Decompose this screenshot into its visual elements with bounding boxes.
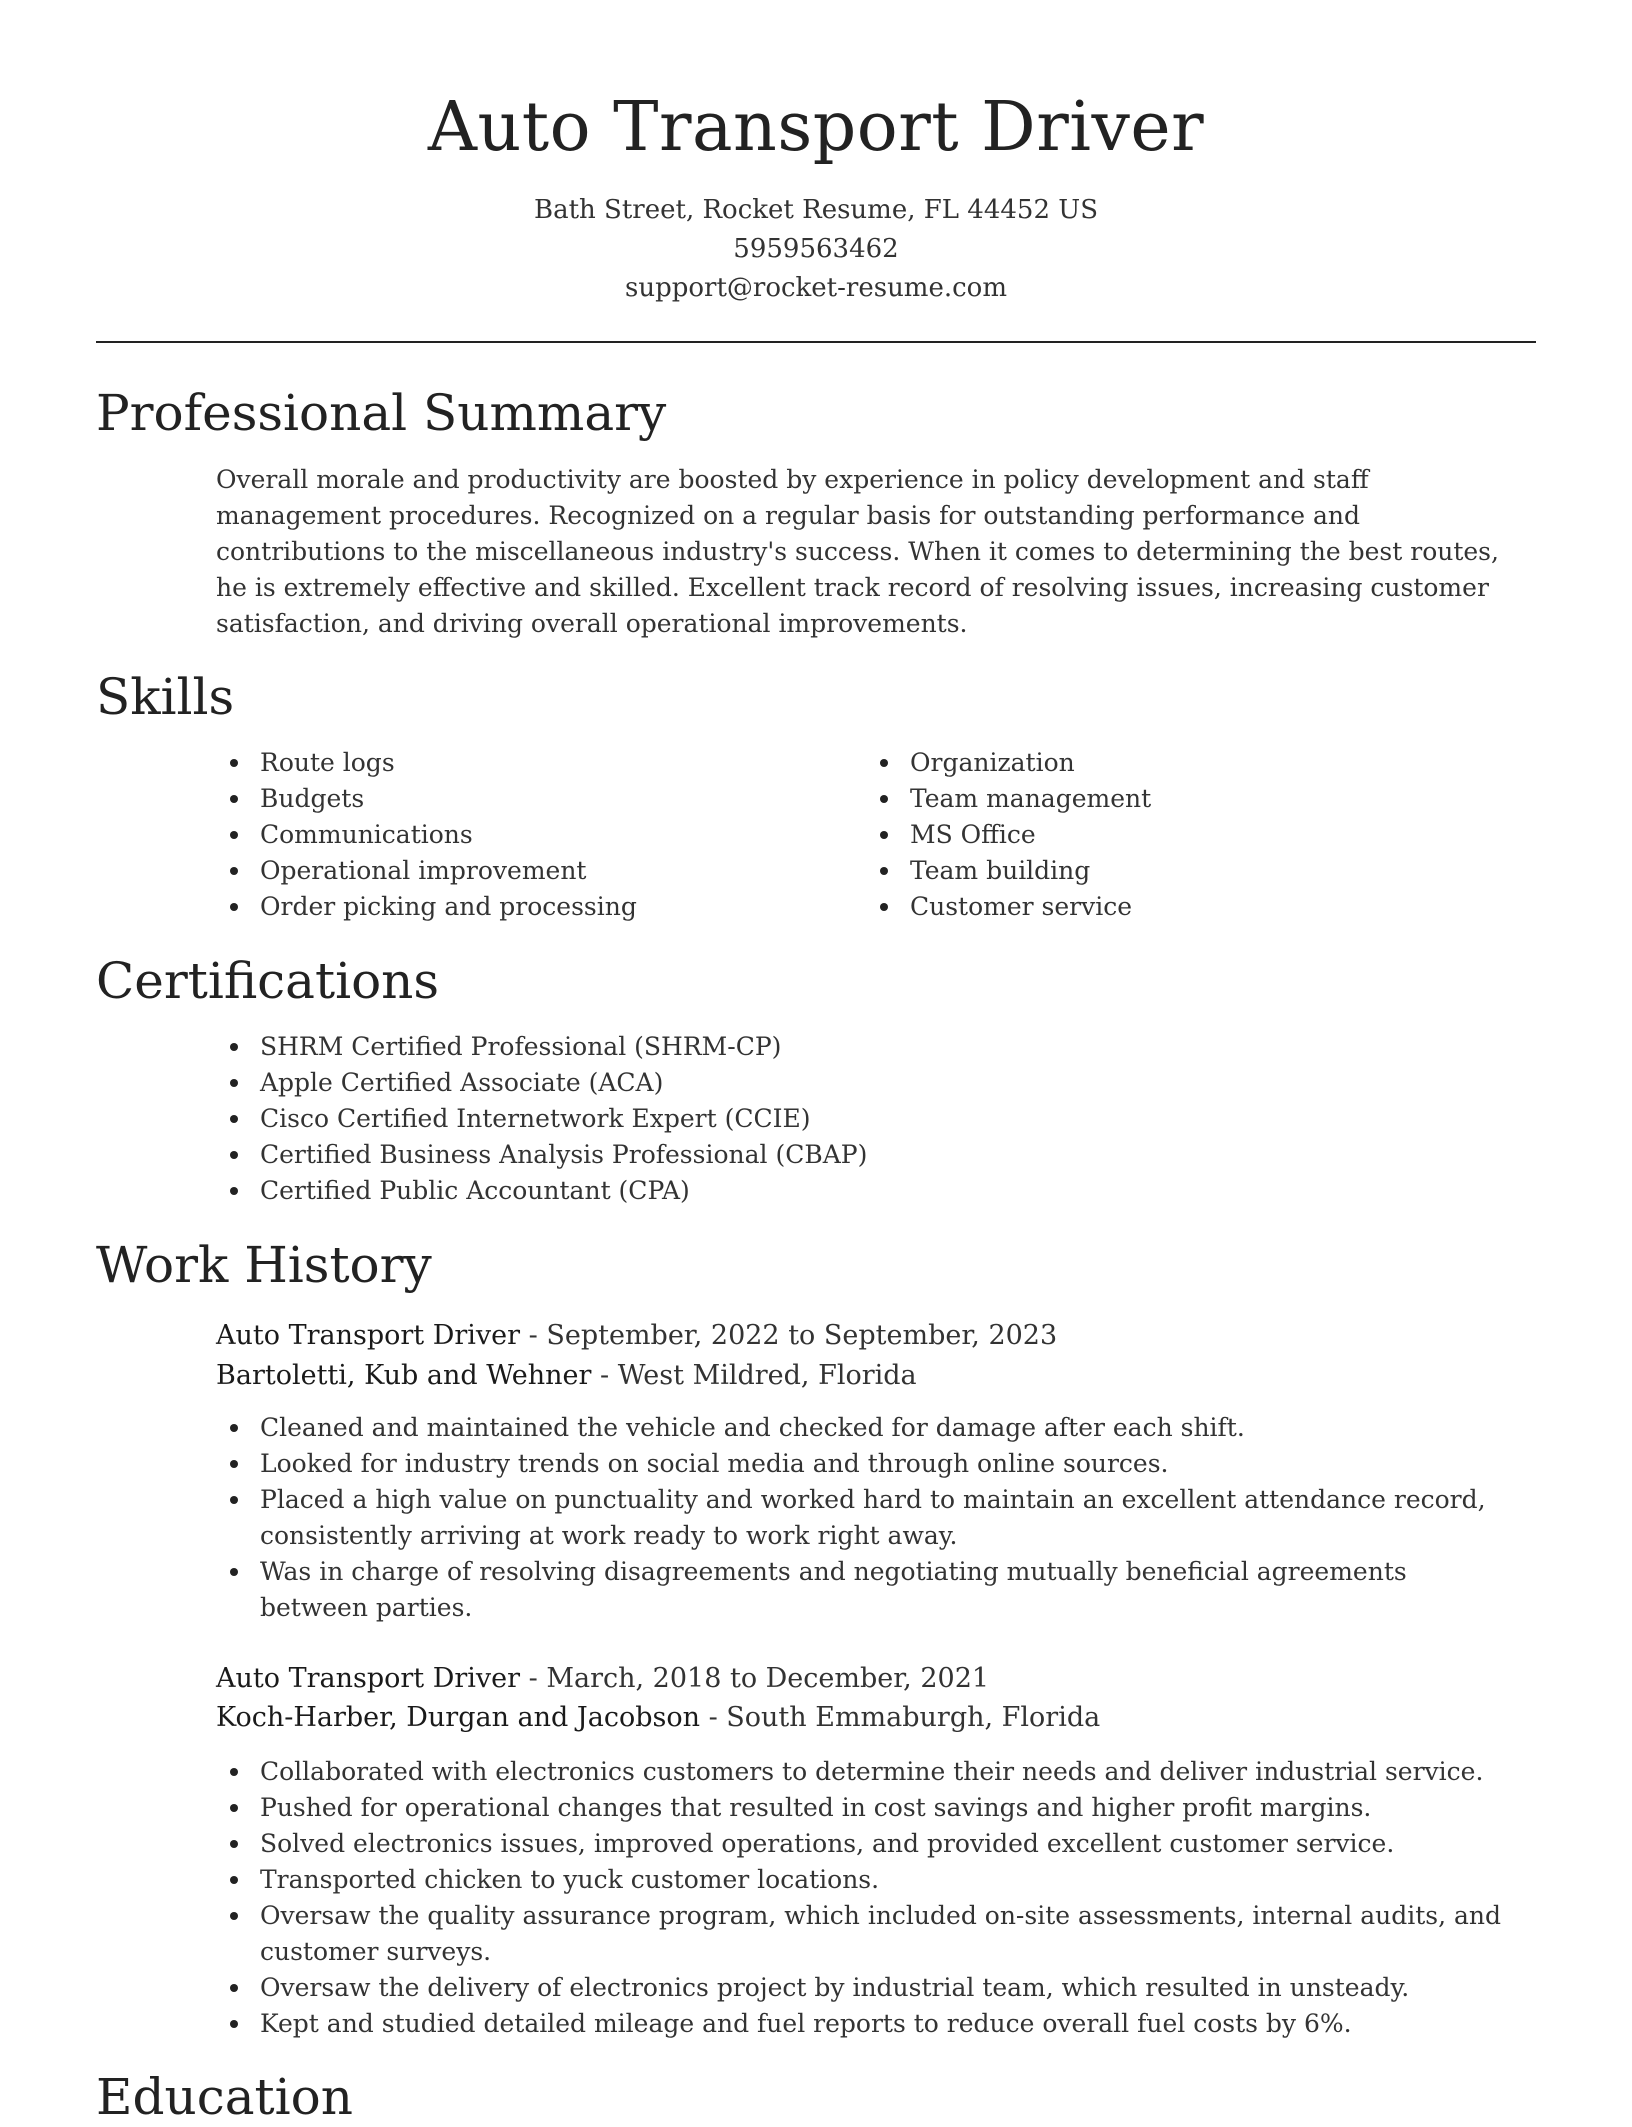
- job-bullet: Collaborated with electronics customers to determine their needs and deliver industrial service.: [216, 1754, 1536, 1790]
- skill-item: MS Office: [866, 817, 1486, 853]
- summary-text: Overall morale and productivity are boosted by experience in policy development and staff management procedures. Recognized on a regular basis for outstanding performance and contributions to the miscellaneous industry's success. When it comes to determining the best routes, he is extremely effective and skilled. Excellent track record of resolving issues, increasing customer satisfaction, and driving overall operational improvements.: [216, 465, 1499, 638]
- skill-item: Communications: [216, 817, 836, 853]
- job-separator: -: [520, 1663, 547, 1694]
- job-separator: -: [591, 1360, 618, 1391]
- section-title-education: Education: [96, 2068, 353, 2126]
- certifications-list: [216, 1029, 1536, 1209]
- job-title-line: [216, 1659, 989, 1698]
- job-bullet: Kept and studied detailed mileage and fuel reports to reduce overall fuel costs by 6%.: [216, 2006, 1536, 2042]
- certification-item: Certified Public Accountant (CPA): [216, 1173, 1536, 1209]
- job-dates: September, 2022 to September, 2023: [546, 1320, 1058, 1351]
- job-role: Auto Transport Driver: [216, 1320, 521, 1351]
- job-location: South Emmaburgh, Florida: [726, 1702, 1101, 1733]
- job-separator: -: [520, 1320, 547, 1351]
- section-title-work-history: Work History: [96, 1236, 432, 1294]
- skill-item: Operational improvement: [216, 853, 836, 889]
- job-company: Koch-Harber, Durgan and Jacobson: [216, 1702, 700, 1733]
- job-bullet: Cleaned and maintained the vehicle and checked for damage after each shift.: [216, 1410, 1516, 1446]
- contact-block: [0, 191, 1632, 308]
- job-bullets: [216, 1410, 1516, 1626]
- skill-item: Order picking and processing: [216, 889, 836, 925]
- skill-item: Team management: [866, 781, 1486, 817]
- job-bullet: Placed a high value on punctuality and worked hard to maintain an excellent attendance record, consistently arriving at work ready to work right away.: [216, 1482, 1516, 1554]
- header-divider: [96, 341, 1536, 343]
- contact-phone: 5959563462: [733, 234, 899, 264]
- job-company-line: [216, 1698, 1100, 1737]
- certification-item: Cisco Certified Internetwork Expert (CCIE): [216, 1101, 1536, 1137]
- job-bullet: Was in charge of resolving disagreements and negotiating mutually beneficial agreements between parties.: [216, 1554, 1516, 1626]
- job-location: West Mildred, Florida: [617, 1360, 917, 1391]
- skills-list-left: [216, 745, 836, 925]
- skill-item: Route logs: [216, 745, 836, 781]
- resume-name: Auto Transport Driver: [427, 88, 1205, 167]
- job-bullet: Oversaw the delivery of electronics project by industrial team, which resulted in unsteady.: [216, 1970, 1536, 2006]
- skill-item: Customer service: [866, 889, 1486, 925]
- certification-item: Apple Certified Associate (ACA): [216, 1065, 1536, 1101]
- job-dates: March, 2018 to December, 2021: [546, 1663, 990, 1694]
- contact-email: support@rocket-resume.com: [624, 273, 1007, 303]
- job-bullet: Oversaw the quality assurance program, which included on-site assessments, internal audits, and customer surveys.: [216, 1898, 1536, 1970]
- certification-item: Certified Business Analysis Professional (CBAP): [216, 1137, 1536, 1173]
- job-bullet: Solved electronics issues, improved operations, and provided excellent customer service.: [216, 1826, 1536, 1862]
- job-bullets: [216, 1754, 1536, 2042]
- job-company: Bartoletti, Kub and Wehner: [216, 1360, 592, 1391]
- section-title-summary: Professional Summary: [96, 384, 667, 442]
- job-separator: -: [699, 1702, 727, 1733]
- job-bullet: Pushed for operational changes that resulted in cost savings and higher profit margins.: [216, 1790, 1536, 1826]
- skills-list-right: [866, 745, 1486, 925]
- job-bullet: Looked for industry trends on social media and through online sources.: [216, 1446, 1516, 1482]
- certification-item: SHRM Certified Professional (SHRM-CP): [216, 1029, 1536, 1065]
- job-title-line: [216, 1316, 1057, 1355]
- skill-item: Budgets: [216, 781, 836, 817]
- contact-address: Bath Street, Rocket Resume, FL 44452 US: [533, 195, 1099, 225]
- section-title-skills: Skills: [96, 668, 235, 726]
- job-company-line: [216, 1356, 917, 1395]
- job-role: Auto Transport Driver: [216, 1663, 521, 1694]
- section-title-certifications: Certifications: [96, 952, 440, 1010]
- skill-item: Team building: [866, 853, 1486, 889]
- job-bullet: Transported chicken to yuck customer locations.: [216, 1862, 1536, 1898]
- skill-item: Organization: [866, 745, 1486, 781]
